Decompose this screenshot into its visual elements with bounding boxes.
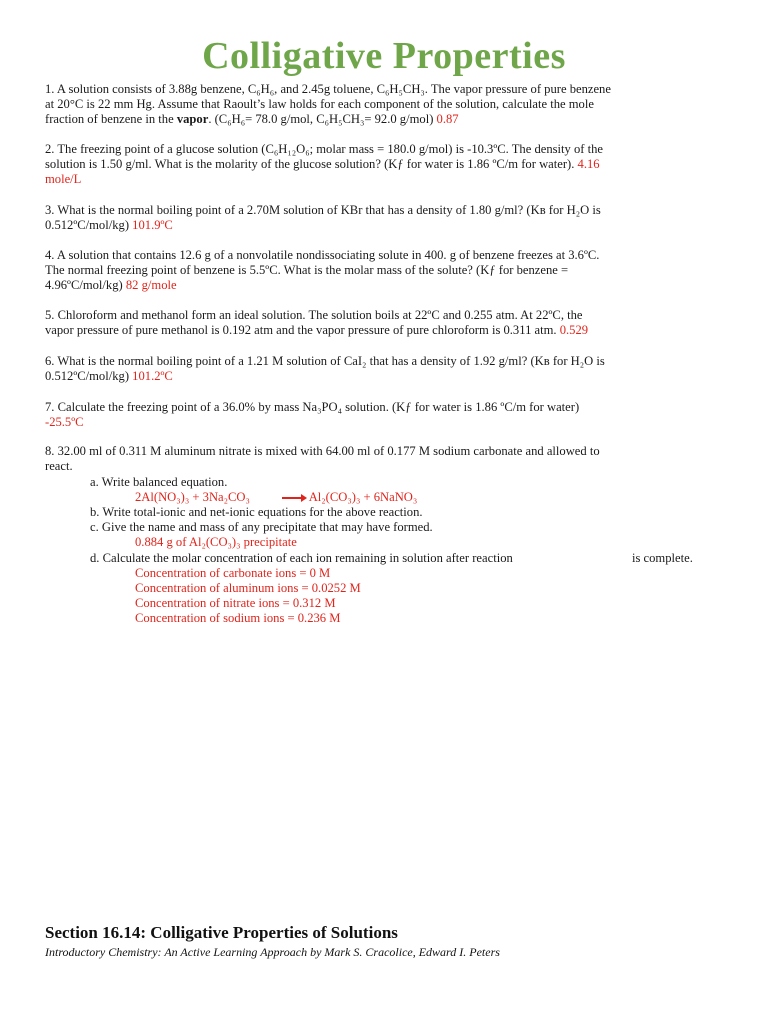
question-4-text: 4.96ºC/mol/kg) (45, 278, 126, 292)
question-8 (45, 444, 725, 474)
balanced-equation (135, 490, 417, 505)
question-4-answer: 82 g/mole (125, 278, 177, 292)
question-3-answer: 101.9ºC (132, 218, 173, 232)
question-1 (45, 82, 725, 127)
question-4 (45, 248, 725, 293)
question-8d-tail: is complete. (632, 551, 693, 565)
question-5-text: vapor pressure of pure methanol is 0.192 atm and the vapor pressure of pure chloroform is 0.311 atm. (45, 323, 560, 337)
question-1-line-2: at 20°C is 22 mm Hg. Assume that Raoult’s law holds for each component of the solution, calculate the mole (45, 97, 594, 111)
question-1-text-c: . (C₆H₆= 78.0 g/mol, C₆H₅CH₃= 92.0 g/mol) (208, 112, 437, 126)
question-4-line-2: The normal freezing point of benzene is 5.5ºC. What is the molar mass of the solute? (Kƒ for benzene = (45, 263, 569, 277)
concentration-sodium: Concentration of sodium ions = 0.236 M (135, 611, 341, 625)
question-4-line-1: 4. A solution that contains 12.6 g of a nonvolatile nondissociating solute in 400. g of benzene freezes at 3.6ºC. (45, 248, 600, 262)
question-2-answer-value: 4.16 (577, 157, 600, 171)
question-1-text-a: fraction of benzene in the (45, 112, 177, 126)
question-6 (45, 354, 725, 384)
question-3-text: 0.512ºC/mol/kg) (45, 218, 133, 232)
concentration-nitrate: Concentration of nitrate ions = 0.312 M (135, 596, 336, 610)
question-1-answer: 0.87 (436, 112, 459, 126)
question-2-line-2 (45, 157, 725, 172)
concentration-carbonate: Concentration of carbonate ions = 0 M (135, 566, 331, 580)
question-7-answer: -25.5ºC (45, 415, 84, 429)
concentration-aluminum: Concentration of aluminum ions = 0.0252 M (135, 581, 361, 595)
question-6-line-2 (45, 369, 725, 384)
question-2-text: solution is 1.50 g/ml. What is the molarity of the glucose solution? (Kƒ for water is 1.86 ºC/m for water). (45, 157, 578, 171)
question-2-answer-unit: mole/L (45, 172, 82, 186)
question-8c: c. Give the name and mass of any precipitate that may have formed. (90, 520, 433, 534)
question-4-line-3 (45, 278, 725, 293)
question-2 (45, 142, 725, 187)
reaction-arrow-icon (282, 497, 302, 499)
question-5-line-1: 5. Chloroform and methanol form an ideal solution. The solution boils at 22ºC and 0.255 atm. At 22ºC, the (45, 308, 583, 322)
section-heading: Section 16.14: Colligative Properties of Solutions (45, 923, 398, 942)
question-1-line-3 (45, 112, 725, 127)
precipitate-answer: 0.884 g of Al₂(CO₃)₃ precipitate (135, 535, 297, 549)
page-title: Colligative Properties (202, 35, 566, 77)
equation-products: Al₂(CO₃)₃ + 6NaNO₃ (308, 490, 418, 504)
question-1-bold-word: vapor (176, 112, 209, 126)
question-1-line-1: 1. A solution consists of 3.88g benzene, C₆H₆, and 2.45g toluene, C₆H₅CH₃. The vapor pressure of pure benzene (45, 82, 611, 96)
question-7 (45, 400, 725, 430)
question-6-text: 0.512ºC/mol/kg) (45, 369, 133, 383)
question-6-answer: 101.2ºC (132, 369, 173, 383)
equation-reactants: 2Al(NO₃)₃ + 3Na₂CO₃ (135, 490, 250, 504)
question-8a: a. Write balanced equation. (90, 475, 228, 489)
question-3 (45, 203, 725, 233)
question-5 (45, 308, 725, 338)
question-8-line-2: react. (45, 459, 73, 473)
question-5-line-2 (45, 323, 725, 338)
question-3-line-1: 3. What is the normal boiling point of a 2.70M solution of KBr that has a density of 1.80 g/ml? (Kʙ for H₂O is (45, 203, 601, 217)
question-8b: b. Write total-ionic and net-ionic equations for the above reaction. (90, 505, 423, 519)
question-5-answer: 0.529 (559, 323, 589, 337)
question-7-line-1: 7. Calculate the freezing point of a 36.0% by mass Na₃PO₄ solution. (Kƒ for water is 1.86 ºC/m for water) (45, 400, 580, 414)
question-6-line-1: 6. What is the normal boiling point of a 1.21 M solution of CaI₂ that has a density of 1.92 g/ml? (Kʙ for H₂O is (45, 354, 605, 368)
question-2-line-1: 2. The freezing point of a glucose solution (C₆H₁₂O₆; molar mass = 180.0 g/mol) is -10.3ºC. The density of the (45, 142, 604, 156)
question-8d: d. Calculate the molar concentration of each ion remaining in solution after reaction (90, 551, 513, 565)
question-3-line-2 (45, 218, 725, 233)
book-citation: Introductory Chemistry: An Active Learning Approach by Mark S. Cracolice, Edward I. Peters (45, 945, 500, 959)
question-8-line-1: 8. 32.00 ml of 0.311 M aluminum nitrate is mixed with 64.00 ml of 0.177 M sodium carbonate and allowed to (45, 444, 600, 458)
